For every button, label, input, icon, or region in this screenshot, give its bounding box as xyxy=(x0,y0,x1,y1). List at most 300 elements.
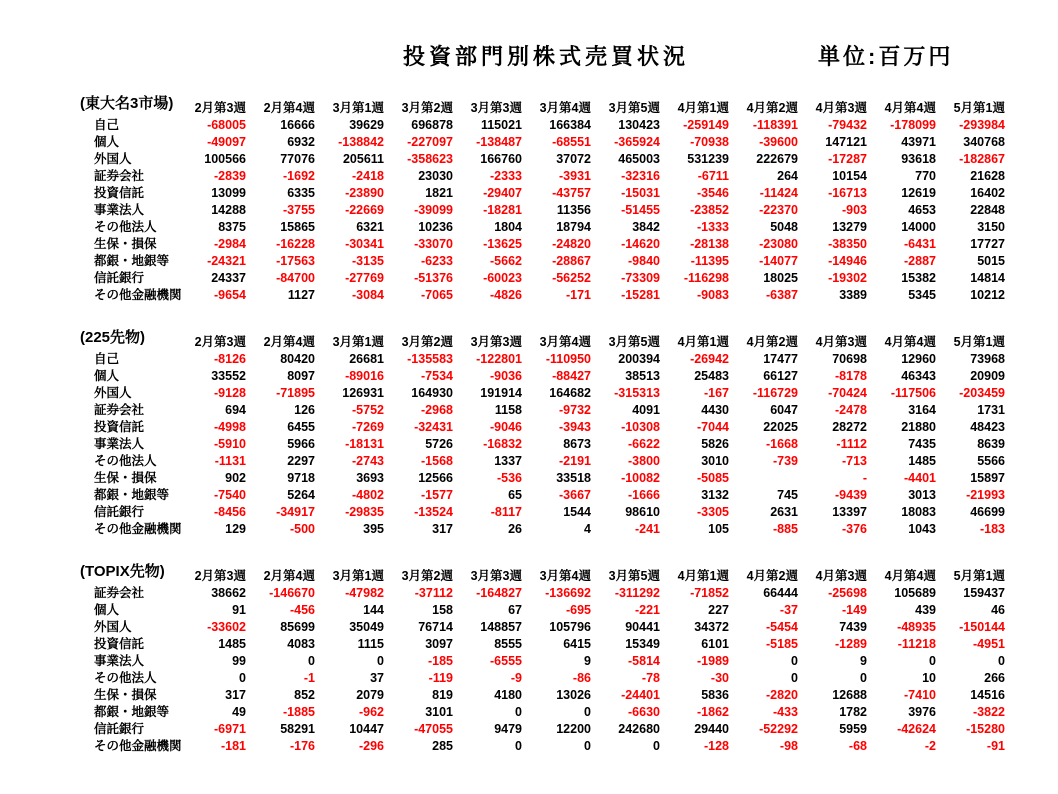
data-cell: -7410 xyxy=(904,688,936,702)
data-cell: 105 xyxy=(708,522,729,536)
data-cell: -24401 xyxy=(621,688,660,702)
data-cell: -9439 xyxy=(835,488,867,502)
data-cell: 3013 xyxy=(908,488,936,502)
section-label: (TOPIX先物) xyxy=(80,563,165,580)
data-cell: -52292 xyxy=(759,722,798,736)
data-cell: -43757 xyxy=(552,186,591,200)
data-cell: -71895 xyxy=(276,386,315,400)
data-cell: -47055 xyxy=(414,722,453,736)
data-cell: 3842 xyxy=(632,220,660,234)
data-cell: -9 xyxy=(510,671,522,685)
row-label: 生保・損保 xyxy=(94,471,157,485)
data-cell: -739 xyxy=(772,454,798,468)
data-cell: 20909 xyxy=(970,369,1005,383)
data-cell: 694 xyxy=(225,403,246,417)
data-cell: -33070 xyxy=(414,237,453,251)
data-cell: 0 xyxy=(584,739,591,753)
data-cell: -536 xyxy=(496,471,522,485)
data-cell: 0 xyxy=(791,671,798,685)
data-cell: -68551 xyxy=(552,135,591,149)
data-cell: -47982 xyxy=(345,586,384,600)
column-header: 3月第4週 xyxy=(539,335,591,349)
data-cell: -6630 xyxy=(628,705,660,719)
data-cell: -3305 xyxy=(697,505,729,519)
data-cell: 37072 xyxy=(556,152,591,166)
table-row xyxy=(80,436,1018,453)
data-cell: 24337 xyxy=(211,271,246,285)
data-cell: 5959 xyxy=(839,722,867,736)
data-cell: 159437 xyxy=(963,586,1005,600)
section-label: (東大名3市場) xyxy=(80,95,174,112)
data-cell: -30 xyxy=(710,671,729,685)
data-cell: -26942 xyxy=(690,352,729,366)
data-cell: 9479 xyxy=(494,722,522,736)
data-cell: 1821 xyxy=(425,186,453,200)
data-cell: -6971 xyxy=(214,722,246,736)
row-label: 事業法人 xyxy=(94,437,145,451)
data-cell: -2 xyxy=(924,739,936,753)
data-cell: 5966 xyxy=(287,437,315,451)
column-header: 4月第3週 xyxy=(815,335,867,349)
data-cell: 4 xyxy=(584,522,591,536)
row-label: その他法人 xyxy=(94,454,157,468)
data-cell: -9840 xyxy=(628,254,660,268)
data-cell: -17287 xyxy=(828,152,867,166)
data-cell: 465003 xyxy=(618,152,660,166)
data-cell: 0 xyxy=(998,654,1005,668)
column-header: 4月第4週 xyxy=(884,335,936,349)
data-cell: -37112 xyxy=(414,586,453,600)
data-cell: -13524 xyxy=(414,505,453,519)
data-cell: -150144 xyxy=(959,620,1005,634)
data-cell: 3097 xyxy=(425,637,453,651)
data-cell: -3755 xyxy=(283,203,315,217)
data-cell: -6555 xyxy=(490,654,522,668)
table-row xyxy=(80,134,1018,151)
data-cell: -181 xyxy=(220,739,246,753)
data-cell: -28867 xyxy=(552,254,591,268)
data-cell: -903 xyxy=(841,203,867,217)
data-cell: 8555 xyxy=(494,637,522,651)
data-cell: -2191 xyxy=(559,454,591,468)
data-cell: -2478 xyxy=(835,403,867,417)
data-cell: -27769 xyxy=(345,271,384,285)
data-cell: -2968 xyxy=(421,403,453,417)
data-cell: 1544 xyxy=(563,505,591,519)
data-cell: 18794 xyxy=(556,220,591,234)
data-cell: 3976 xyxy=(908,705,936,719)
table-row xyxy=(80,670,1018,687)
data-cell: 3010 xyxy=(701,454,729,468)
column-header: 3月第2週 xyxy=(401,335,453,349)
data-cell: -296 xyxy=(358,739,384,753)
row-label: その他金融機関 xyxy=(94,522,182,536)
data-cell: -1568 xyxy=(421,454,453,468)
data-cell: -68005 xyxy=(207,118,246,132)
row-label: 外国人 xyxy=(94,152,132,166)
column-header: 4月第3週 xyxy=(815,101,867,115)
data-cell: -2887 xyxy=(904,254,936,268)
data-cell: 33552 xyxy=(211,369,246,383)
data-cell: 76714 xyxy=(418,620,453,634)
data-cell: 1043 xyxy=(908,522,936,536)
data-cell: 1782 xyxy=(839,705,867,719)
row-label: 個人 xyxy=(94,369,120,383)
data-cell: 205611 xyxy=(342,152,384,166)
data-cell: 73968 xyxy=(970,352,1005,366)
data-cell: 6047 xyxy=(770,403,798,417)
data-cell: -376 xyxy=(841,522,867,536)
table-row xyxy=(80,585,1018,602)
data-cell: 5264 xyxy=(287,488,315,502)
data-cell: -14077 xyxy=(759,254,798,268)
data-cell: -221 xyxy=(634,603,660,617)
data-cell: 3150 xyxy=(977,220,1005,234)
table-row xyxy=(80,151,1018,168)
data-cell: -5085 xyxy=(697,471,729,485)
table-row xyxy=(80,487,1018,504)
data-cell: -10308 xyxy=(621,420,660,434)
data-cell: 15865 xyxy=(280,220,315,234)
data-cell: 1127 xyxy=(287,288,315,302)
row-label: 信託銀行 xyxy=(94,505,145,519)
data-cell: 8097 xyxy=(287,369,315,383)
data-cell: 4180 xyxy=(494,688,522,702)
table-row xyxy=(80,653,1018,670)
data-cell: -38350 xyxy=(828,237,867,251)
data-cell: 12619 xyxy=(901,186,936,200)
section-label: (225先物) xyxy=(80,329,146,346)
data-cell: -24321 xyxy=(207,254,246,268)
data-cell: 13099 xyxy=(211,186,246,200)
row-label: 個人 xyxy=(94,603,120,617)
data-cell: -3943 xyxy=(559,420,591,434)
data-cell: 66127 xyxy=(763,369,798,383)
data-cell: 115021 xyxy=(480,118,522,132)
data-cell: 819 xyxy=(432,688,453,702)
data-cell: -25698 xyxy=(828,586,867,600)
data-cell: 1804 xyxy=(494,220,522,234)
data-cell: -16228 xyxy=(276,237,315,251)
header-row xyxy=(80,100,1018,117)
data-cell: -122801 xyxy=(476,352,522,366)
data-cell: 58291 xyxy=(280,722,315,736)
data-cell: - xyxy=(862,471,867,485)
table-row xyxy=(80,368,1018,385)
data-cell: 439 xyxy=(915,603,936,617)
data-cell: -51376 xyxy=(414,271,453,285)
data-cell: 8375 xyxy=(218,220,246,234)
data-cell: 129 xyxy=(225,522,246,536)
data-cell: 166760 xyxy=(480,152,522,166)
row-label: 投資信託 xyxy=(94,186,145,200)
report-title: 投資部門別株式売買状況 xyxy=(403,44,690,69)
data-cell: -5662 xyxy=(490,254,522,268)
data-cell: -16832 xyxy=(483,437,522,451)
data-cell: 158 xyxy=(432,603,453,617)
row-label: その他金融機関 xyxy=(94,288,182,302)
data-cell: -117506 xyxy=(890,386,936,400)
data-cell: 340768 xyxy=(963,135,1005,149)
data-cell: 4083 xyxy=(287,637,315,651)
data-cell: -138487 xyxy=(476,135,522,149)
row-label: 個人 xyxy=(94,135,120,149)
data-cell: 10212 xyxy=(970,288,1005,302)
data-cell: -5814 xyxy=(628,654,660,668)
data-cell: 14288 xyxy=(211,203,246,217)
data-cell: 17477 xyxy=(763,352,798,366)
data-cell: -185 xyxy=(427,654,453,668)
column-header: 4月第2週 xyxy=(746,101,798,115)
column-header: 3月第4週 xyxy=(539,101,591,115)
data-cell: -89016 xyxy=(345,369,384,383)
table-row xyxy=(80,521,1018,538)
data-cell: 46699 xyxy=(970,505,1005,519)
data-cell: -433 xyxy=(772,705,798,719)
data-cell: -315313 xyxy=(614,386,660,400)
data-cell: -1112 xyxy=(836,437,867,451)
data-cell: -1668 xyxy=(766,437,798,451)
data-cell: -48935 xyxy=(897,620,936,634)
data-cell: -4951 xyxy=(973,637,1005,651)
data-cell: 48423 xyxy=(970,420,1005,434)
row-label: 事業法人 xyxy=(94,203,145,217)
data-cell: 0 xyxy=(377,654,384,668)
table-row xyxy=(80,117,1018,134)
data-cell: 6321 xyxy=(356,220,384,234)
data-cell: -78 xyxy=(641,671,660,685)
data-cell: -7540 xyxy=(214,488,246,502)
column-header: 3月第1週 xyxy=(332,569,384,583)
data-cell: -311292 xyxy=(614,586,660,600)
data-cell: -34917 xyxy=(276,505,315,519)
data-cell: 13279 xyxy=(832,220,867,234)
data-cell: -183 xyxy=(979,522,1005,536)
data-cell: 144 xyxy=(363,603,384,617)
table-row xyxy=(80,602,1018,619)
table-row xyxy=(80,202,1018,219)
section-table xyxy=(80,563,1018,755)
data-cell: 21628 xyxy=(970,169,1005,183)
data-cell: -167 xyxy=(703,386,729,400)
row-label: 投資信託 xyxy=(94,420,145,434)
unit-label: 単位:百万円 xyxy=(818,44,954,69)
data-cell: -2820 xyxy=(766,688,798,702)
row-label: 自己 xyxy=(94,118,120,132)
data-cell: 6101 xyxy=(701,637,729,651)
data-cell: -60023 xyxy=(483,271,522,285)
data-cell: -24820 xyxy=(552,237,591,251)
data-cell: 0 xyxy=(653,739,660,753)
table-row xyxy=(80,219,1018,236)
column-header: 2月第4週 xyxy=(263,335,315,349)
data-cell: -3135 xyxy=(352,254,384,268)
data-cell: -14620 xyxy=(621,237,660,251)
header-row xyxy=(80,334,1018,351)
data-cell: -358623 xyxy=(407,152,453,166)
data-cell: -15280 xyxy=(966,722,1005,736)
data-cell: -19302 xyxy=(828,271,867,285)
data-cell: 4430 xyxy=(701,403,729,417)
data-cell: -5752 xyxy=(352,403,384,417)
data-cell: -49097 xyxy=(207,135,246,149)
data-cell: 66444 xyxy=(763,586,798,600)
data-cell: 39629 xyxy=(349,118,384,132)
data-cell: -1131 xyxy=(214,454,246,468)
row-label: 外国人 xyxy=(94,620,132,634)
data-cell: 1115 xyxy=(357,637,384,651)
data-cell: -33602 xyxy=(207,620,246,634)
data-cell: 99 xyxy=(232,654,246,668)
data-cell: 126 xyxy=(294,403,315,417)
table-row xyxy=(80,385,1018,402)
data-cell: 1485 xyxy=(218,637,246,651)
data-cell: 317 xyxy=(225,688,246,702)
data-cell: 222679 xyxy=(756,152,798,166)
data-cell: -13625 xyxy=(483,237,522,251)
data-cell: -30341 xyxy=(345,237,384,251)
table-row xyxy=(80,351,1018,368)
data-cell: 130423 xyxy=(618,118,660,132)
row-label: 都銀・地銀等 xyxy=(94,705,170,719)
row-label: その他金融機関 xyxy=(94,739,182,753)
row-label: 投資信託 xyxy=(94,637,145,651)
data-cell: -176 xyxy=(289,739,315,753)
table-row xyxy=(80,687,1018,704)
data-cell: 21880 xyxy=(901,420,936,434)
table-row xyxy=(80,504,1018,521)
data-cell: -23080 xyxy=(759,237,798,251)
column-header: 2月第4週 xyxy=(263,101,315,115)
data-cell: 5826 xyxy=(701,437,729,451)
data-cell: 12566 xyxy=(418,471,453,485)
table-row xyxy=(80,704,1018,721)
row-label: 外国人 xyxy=(94,386,132,400)
row-label: 証券会社 xyxy=(94,403,145,417)
data-cell: -98 xyxy=(779,739,798,753)
data-cell: -2839 xyxy=(214,169,246,183)
data-cell: 5015 xyxy=(977,254,1005,268)
data-cell: 0 xyxy=(791,654,798,668)
row-label: 事業法人 xyxy=(94,654,145,668)
data-cell: 1731 xyxy=(977,403,1005,417)
data-cell: 35049 xyxy=(349,620,384,634)
data-cell: 770 xyxy=(915,169,936,183)
data-cell: 91 xyxy=(232,603,246,617)
data-cell: -178099 xyxy=(890,118,936,132)
column-header: 4月第2週 xyxy=(746,335,798,349)
data-cell: -4826 xyxy=(490,288,522,302)
column-header: 2月第3週 xyxy=(194,335,246,349)
data-cell: 8639 xyxy=(977,437,1005,451)
data-cell: 166384 xyxy=(549,118,591,132)
row-label: 信託銀行 xyxy=(94,722,145,736)
data-cell: -37 xyxy=(779,603,798,617)
data-cell: 15382 xyxy=(901,271,936,285)
data-cell: 0 xyxy=(308,654,315,668)
data-cell: -7269 xyxy=(352,420,384,434)
data-cell: -29407 xyxy=(483,186,522,200)
data-cell: 46343 xyxy=(901,369,936,383)
data-cell: 38662 xyxy=(211,586,246,600)
data-cell: -32431 xyxy=(414,420,453,434)
data-cell: 11356 xyxy=(556,203,591,217)
data-cell: 38513 xyxy=(625,369,660,383)
data-cell: 80420 xyxy=(280,352,315,366)
data-cell: 147121 xyxy=(825,135,867,149)
data-cell: -118391 xyxy=(752,118,798,132)
data-cell: 46 xyxy=(991,603,1005,617)
column-header: 3月第1週 xyxy=(332,101,384,115)
data-cell xyxy=(742,470,811,487)
data-cell: -11218 xyxy=(897,637,936,651)
data-cell: 242680 xyxy=(618,722,660,736)
data-cell: -28138 xyxy=(690,237,729,251)
row-label: 信託銀行 xyxy=(94,271,145,285)
data-cell: -6711 xyxy=(697,169,729,183)
data-cell: 77076 xyxy=(280,152,315,166)
data-cell: -3800 xyxy=(628,454,660,468)
data-cell: -6431 xyxy=(904,237,936,251)
data-cell: -22370 xyxy=(759,203,798,217)
row-label: 生保・損保 xyxy=(94,237,157,251)
data-cell: -128 xyxy=(703,739,729,753)
data-cell: 105796 xyxy=(549,620,591,634)
table-row xyxy=(80,738,1018,755)
data-cell: 7439 xyxy=(839,620,867,634)
data-cell: -39600 xyxy=(759,135,798,149)
header-row xyxy=(80,568,1018,585)
data-cell: 3389 xyxy=(839,288,867,302)
table-row xyxy=(80,619,1018,636)
data-cell: 18083 xyxy=(901,505,936,519)
data-cell: -17563 xyxy=(276,254,315,268)
data-cell: -116298 xyxy=(683,271,729,285)
table-row xyxy=(80,287,1018,304)
data-cell: -18281 xyxy=(483,203,522,217)
column-header: 3月第3週 xyxy=(470,569,522,583)
data-cell: -9732 xyxy=(559,403,591,417)
data-cell: 0 xyxy=(929,654,936,668)
data-cell: 29440 xyxy=(694,722,729,736)
data-cell: -21993 xyxy=(966,488,1005,502)
data-cell: -10082 xyxy=(621,471,660,485)
data-cell: -135583 xyxy=(407,352,453,366)
data-cell: -14946 xyxy=(828,254,867,268)
data-cell: 3164 xyxy=(908,403,936,417)
data-cell: 17727 xyxy=(970,237,1005,251)
data-cell: -456 xyxy=(289,603,315,617)
data-cell: -15031 xyxy=(621,186,660,200)
section-table xyxy=(80,95,1018,304)
column-header: 3月第3週 xyxy=(470,335,522,349)
data-cell: -365924 xyxy=(614,135,660,149)
data-cell: 93618 xyxy=(901,152,936,166)
data-cell: 90441 xyxy=(625,620,660,634)
data-cell: 12200 xyxy=(556,722,591,736)
data-cell: 16666 xyxy=(280,118,315,132)
column-header: 3月第5週 xyxy=(608,335,660,349)
data-cell: 5048 xyxy=(770,220,798,234)
data-cell: 1158 xyxy=(494,403,522,417)
data-cell: -29835 xyxy=(345,505,384,519)
data-cell: -171 xyxy=(565,288,591,302)
data-cell: 0 xyxy=(860,671,867,685)
table-row xyxy=(80,270,1018,287)
column-header: 3月第2週 xyxy=(401,101,453,115)
table-row xyxy=(80,419,1018,436)
data-cell: -9083 xyxy=(697,288,729,302)
